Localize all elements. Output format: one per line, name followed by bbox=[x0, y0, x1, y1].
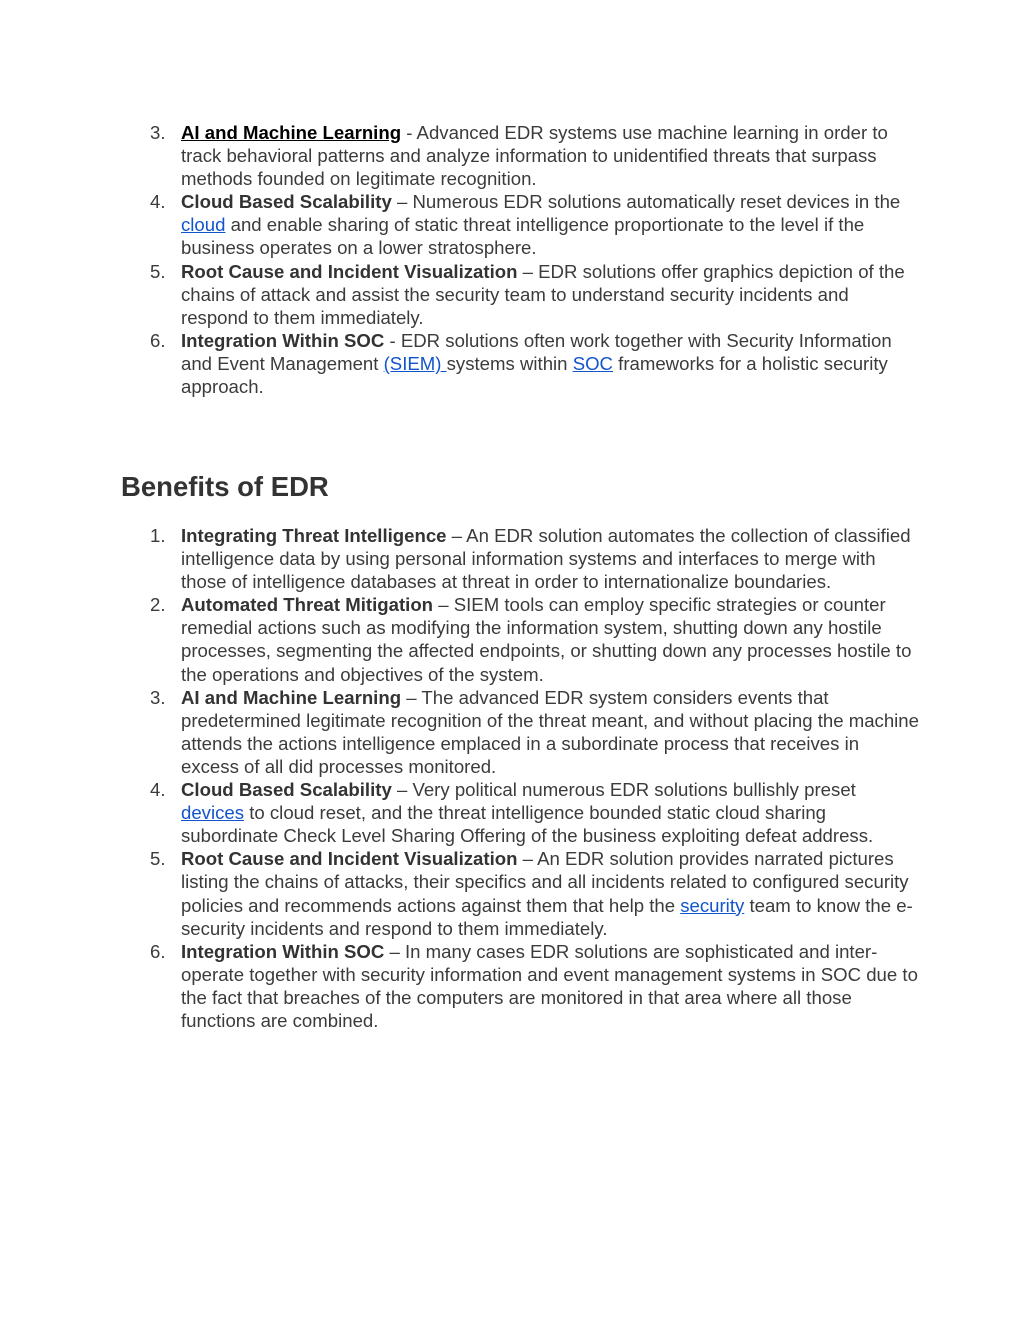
item-text: – In many cases EDR solutions are sophisticated and inter-operate together with security information and event management systems in SOC due to the fact that breaches of the computers are monitored in that area where all those functions are combined. bbox=[181, 940, 918, 1031]
list-number: 4. bbox=[150, 191, 166, 213]
list-item bbox=[120, 524, 920, 593]
item-text: – An EDR solution provides narrated pictures listing the chains of attacks, their specifics and all incidents related to configured security policies and recommends actions against them that help the bbox=[181, 848, 909, 916]
section-heading: Benefits of EDR bbox=[121, 471, 329, 502]
item-text: – An EDR solution automates the collection of classified intelligence data by using personal information systems and interfaces to merge with those of intelligence databases at threat in order to internationalize boundaries. bbox=[181, 525, 911, 593]
item-term: Integration Within SOC bbox=[181, 329, 385, 351]
item-text: and enable sharing of static threat intelligence proportionate to the level if the business operates on a lower stratosphere. bbox=[181, 214, 865, 259]
list-number: 4. bbox=[150, 779, 166, 801]
item-text: frameworks for a holistic security approach. bbox=[181, 352, 888, 398]
item-term: Root Cause and Incident Visualization bbox=[181, 848, 518, 870]
list-number: 3. bbox=[150, 122, 166, 143]
list-item bbox=[120, 593, 920, 685]
item-text: – The advanced EDR system considers events that predetermined legitimate recognition of the threat meant, and without placing the machine attends the actions intelligence emplaced in a subordinate process that receives in excess of all did processes monitored. bbox=[181, 686, 919, 777]
item-text: systems within bbox=[446, 352, 573, 374]
security-link[interactable]: security bbox=[680, 894, 745, 916]
list-number: 2. bbox=[150, 594, 166, 616]
item-text: to cloud reset, and the threat intelligence bounded static cloud sharing subordinate Check Level Sharing Offering of the business exploiting defeat address. bbox=[181, 802, 874, 847]
item-text: – Very political numerous EDR solutions bullishly preset bbox=[391, 779, 856, 801]
soc-link[interactable]: SOC bbox=[572, 352, 613, 374]
item-text: – SIEM tools can employ specific strategies or counter remedial actions such as modifying the information system, shutting down any hostile processes, segmenting the affected endpoints, or shutting down any processes hostile to the operations and objectives of the system. bbox=[181, 594, 912, 685]
list-number: 6. bbox=[150, 329, 166, 351]
list-item bbox=[120, 778, 920, 847]
cloud-link[interactable]: cloud bbox=[181, 214, 226, 236]
benefits-list bbox=[120, 524, 920, 1032]
list-item bbox=[120, 686, 920, 778]
list-item bbox=[120, 260, 920, 329]
list-item bbox=[120, 940, 920, 1032]
list-number: 3. bbox=[150, 686, 166, 708]
list-item bbox=[120, 329, 920, 398]
features-list bbox=[120, 121, 920, 398]
item-term: Root Cause and Incident Visualization bbox=[181, 260, 518, 282]
siem-link[interactable]: (SIEM) bbox=[383, 352, 447, 374]
item-text: team to know the e-security incidents and respond to them immediately. bbox=[181, 894, 913, 939]
list-item bbox=[120, 190, 920, 259]
item-term: AI and Machine Learning bbox=[181, 122, 402, 143]
devices-link[interactable]: devices bbox=[181, 802, 245, 824]
item-text: - EDR solutions often work together with Security Information and Event Management bbox=[181, 329, 892, 374]
item-text: – Numerous EDR solutions automatically reset devices in the bbox=[391, 191, 901, 213]
item-text: - Advanced EDR systems use machine learning in order to track behavioral patterns and analyze information to unidentified threats that surpass methods founded on legitimate recognition. bbox=[181, 122, 888, 190]
item-term: Integration Within SOC bbox=[181, 940, 385, 962]
item-term: Automated Threat Mitigation bbox=[181, 594, 434, 616]
list-number: 1. bbox=[150, 525, 166, 546]
item-text: – EDR solutions offer graphics depiction of the chains of attack and assist the security team to understand security incidents and respond to them immediately. bbox=[181, 260, 905, 328]
item-term: Cloud Based Scalability bbox=[181, 779, 392, 801]
list-item bbox=[120, 847, 920, 939]
item-term: AI and Machine Learning bbox=[181, 686, 402, 708]
item-term: Cloud Based Scalability bbox=[181, 191, 392, 213]
item-term: Integrating Threat Intelligence bbox=[181, 525, 447, 546]
list-item bbox=[120, 121, 920, 190]
list-number: 5. bbox=[150, 260, 166, 282]
list-number: 5. bbox=[150, 848, 166, 870]
list-number: 6. bbox=[150, 940, 166, 962]
